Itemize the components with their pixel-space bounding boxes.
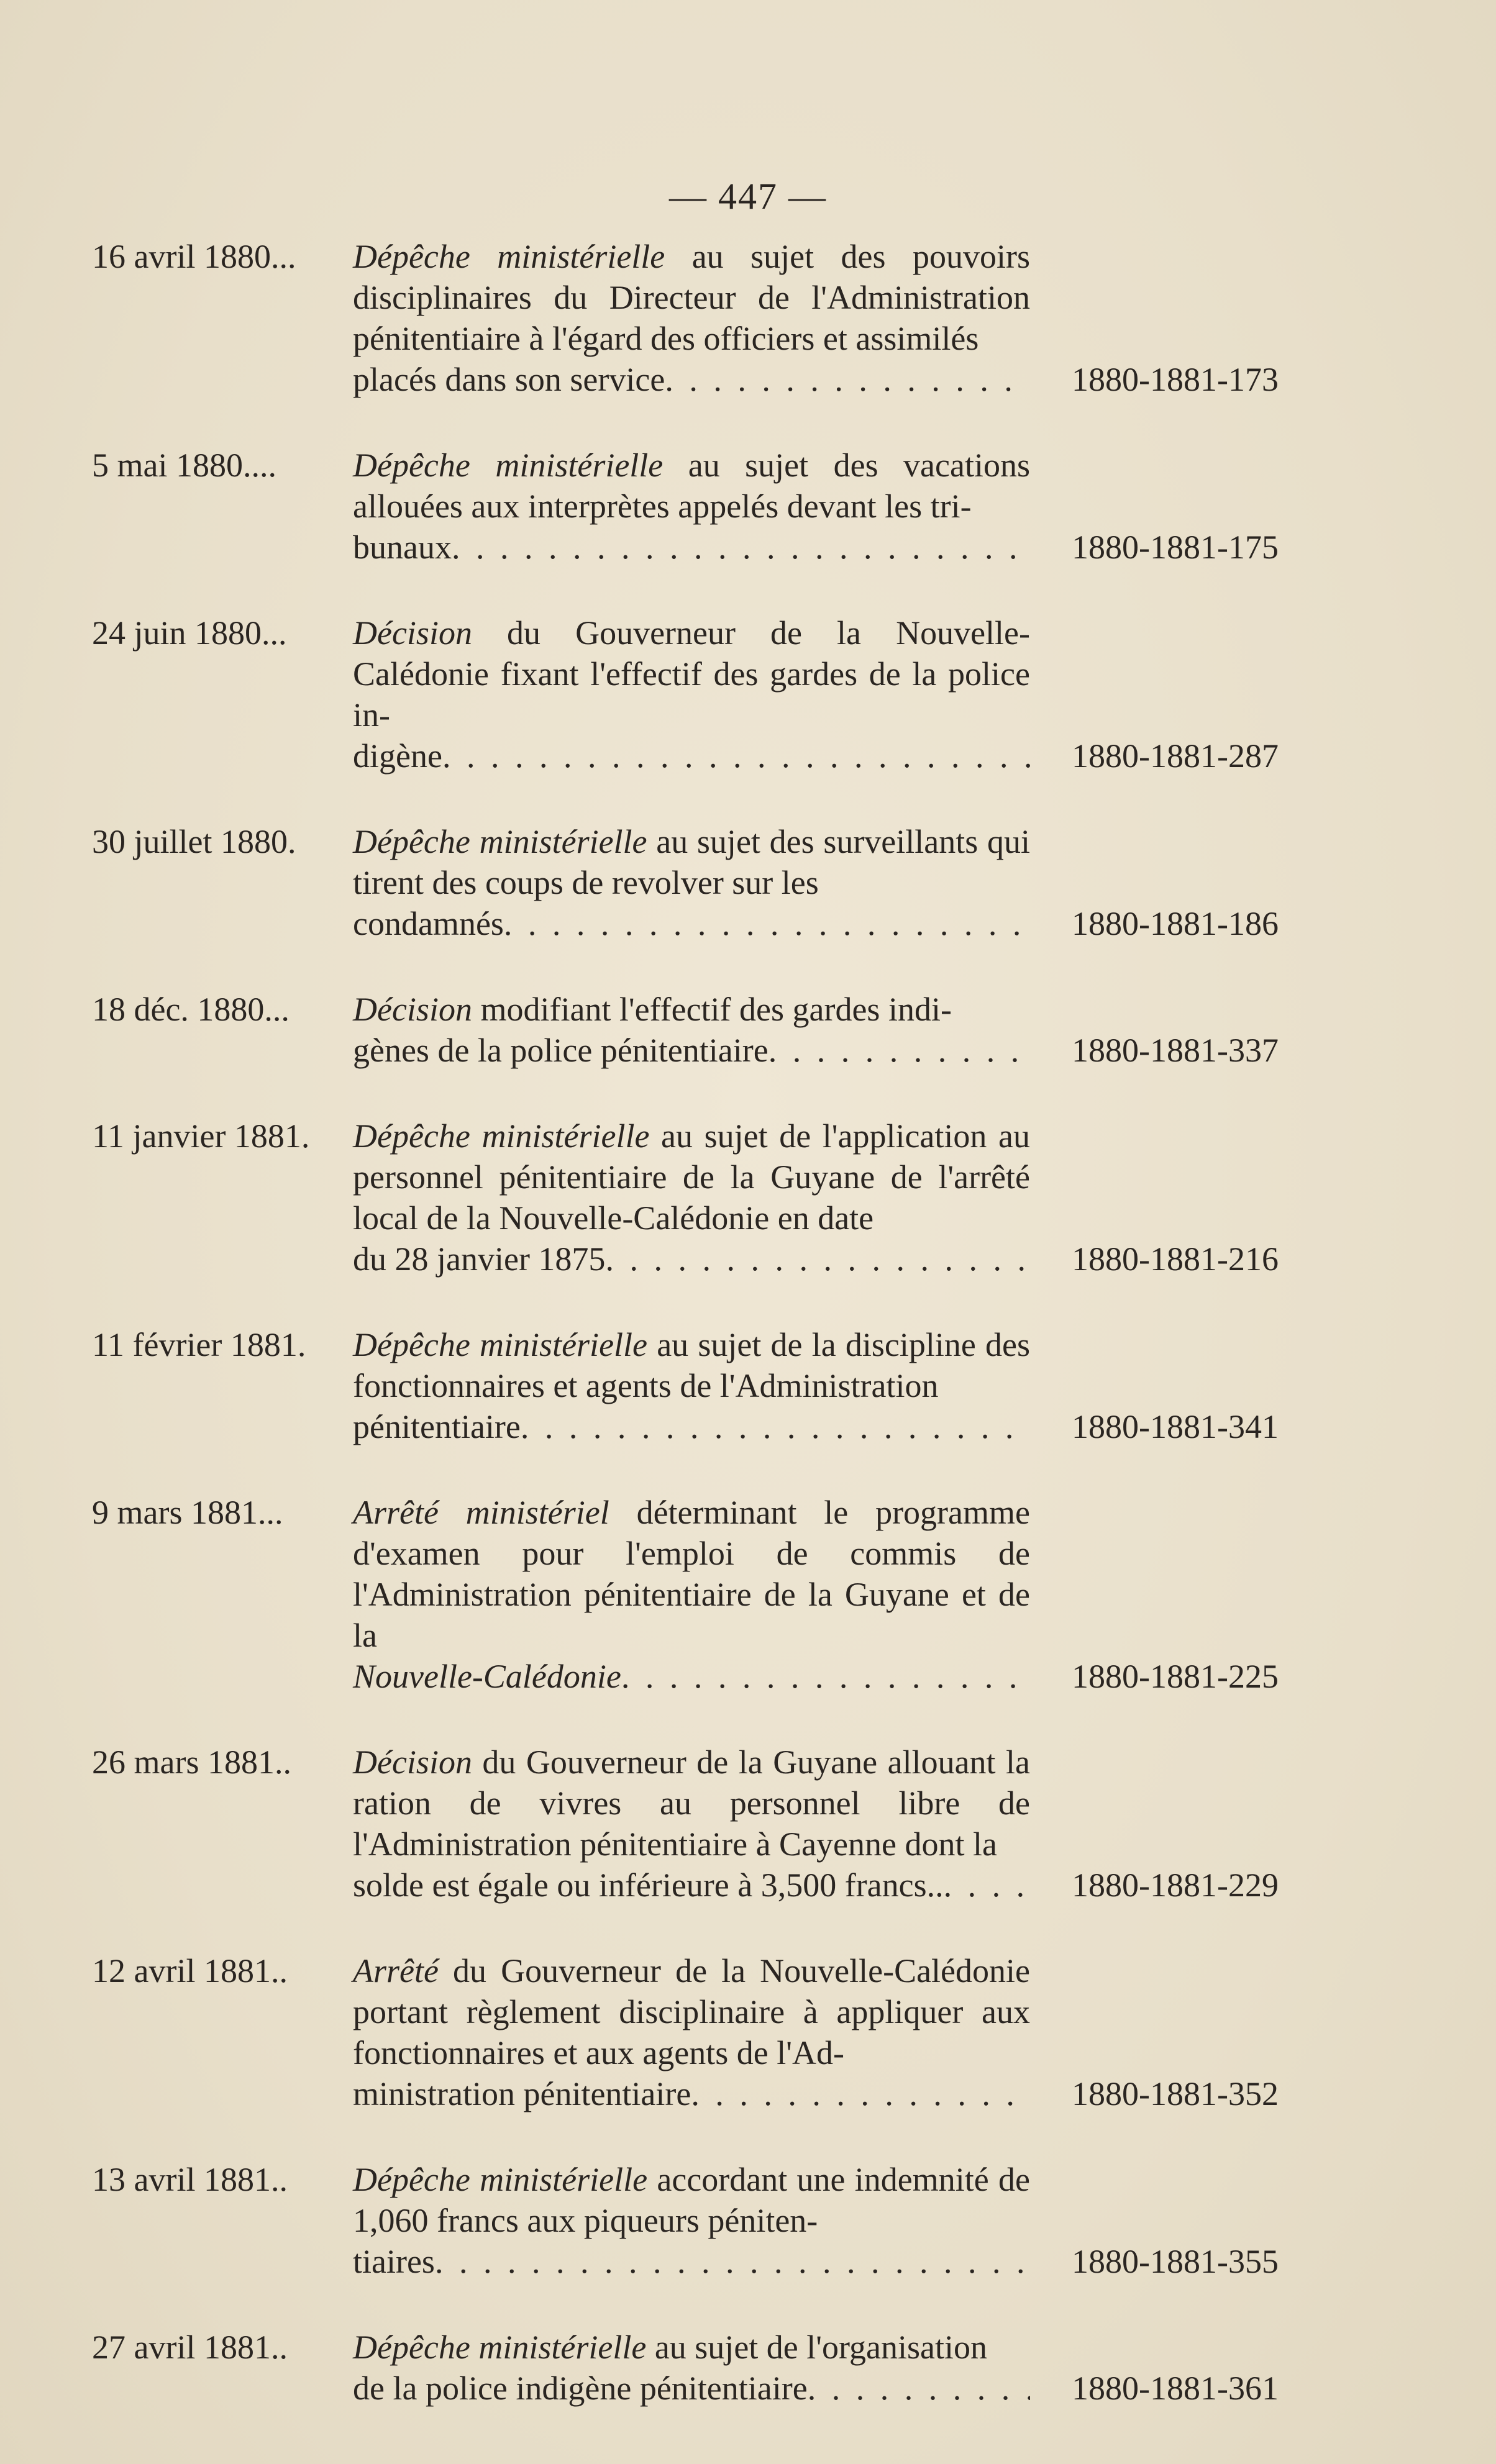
list-item [92, 612, 1291, 776]
leader-dots [621, 1656, 1030, 1697]
entry-reference: 1880-1881-216 [1072, 1240, 1279, 1278]
entry-last-line [353, 1030, 1030, 1071]
entry-last-text: gènes de la police pénitentiaire [353, 1032, 769, 1069]
entry-last-text: ministration pénitentiaire [353, 2075, 691, 2112]
entry-lead: Arrêté ministériel [353, 1494, 609, 1531]
entry-lead: Décision [353, 614, 472, 652]
entry-last-text: de la police indigène pénitentiaire [353, 2370, 808, 2407]
list-item [92, 2159, 1291, 2282]
entry-body: du Gouverneur de la Nouvelle-Calédonie portant règlement disciplinaire à appliquer aux fonctionnaires et aux agents de l'Ad- [353, 1952, 1030, 2071]
entry-lead: Décision [353, 1743, 472, 1781]
leader-dots [504, 903, 1030, 944]
entry-body: au sujet de l'application au personnel pénitentiaire de la Guyane de l'arrêté local de la Nouvelle-Calédonie en date [353, 1117, 1030, 1237]
page-number: — 447 — [669, 176, 827, 217]
leader-dots [521, 1406, 1030, 1447]
list-item [92, 821, 1291, 944]
entry-lead: Dépêche ministérielle [353, 2329, 647, 2366]
entry-description [353, 2159, 1030, 2282]
entry-date: 27 avril 1881.. [92, 2329, 288, 2366]
entry-last-text: pénitentiaire [353, 1408, 521, 1445]
entry-last-line [353, 735, 1030, 776]
entry-date: 5 mai 1880.... [92, 447, 276, 484]
leader-dots [944, 1865, 1030, 1906]
entry-reference: 1880-1881-186 [1072, 905, 1279, 942]
entry-last-line [353, 1656, 1030, 1697]
entry-body: au sujet des pouvoirs disciplinaires du Directeur de l'Administration pénitentiaire à l'égard des officiers et assimilés [353, 238, 1030, 357]
entry-last-text: du 28 janvier 1875 [353, 1240, 606, 1278]
entry-last-line [353, 2241, 1030, 2282]
entry-date: 11 janvier 1881. [92, 1117, 310, 1155]
list-item [92, 1950, 1291, 2114]
entry-last-line [353, 1865, 1030, 1906]
entry-last-text: bunaux [353, 529, 452, 566]
entry-body: accordant une indemnité de 1,060 francs aux piqueurs péniten- [353, 2161, 1030, 2239]
entry-list [92, 236, 1291, 2453]
leader-dots [442, 735, 1030, 776]
leader-dots [691, 2073, 1030, 2114]
entry-date: 16 avril 1880... [92, 238, 296, 275]
entry-date: 26 mars 1881.. [92, 1743, 291, 1781]
entry-body: modifiant l'effectif des gardes indi- [472, 991, 952, 1028]
entry-description [353, 2327, 1030, 2409]
entry-description [353, 445, 1030, 568]
entry-last-line [353, 2368, 1030, 2409]
list-item [92, 445, 1291, 568]
list-item [92, 1116, 1291, 1280]
entry-date: 24 juin 1880... [92, 614, 287, 652]
entry-lead: Décision [353, 991, 472, 1028]
entry-date: 12 avril 1881.. [92, 1952, 288, 1989]
entry-last-text: digène [353, 737, 442, 775]
list-item [92, 1492, 1291, 1697]
list-item [92, 2327, 1291, 2409]
entry-description [353, 1492, 1030, 1697]
entry-last-line [353, 903, 1030, 944]
entry-last-text: condamnés [353, 905, 504, 942]
entry-last-line [353, 359, 1030, 400]
entry-description [353, 1324, 1030, 1447]
entry-last-line [353, 1239, 1030, 1280]
entry-body: déterminant le programme d'examen pour l'emploi de commis de l'Administration pénitentiaire de la Guyane et de la [353, 1494, 1030, 1654]
entry-description [353, 989, 1030, 1071]
list-item [92, 1742, 1291, 1906]
entry-description [353, 612, 1030, 776]
leader-dots [605, 1239, 1030, 1280]
list-item [92, 236, 1291, 400]
entry-lead: Dépêche ministérielle [353, 1326, 648, 1363]
entry-reference: 1880-1881-229 [1072, 1866, 1279, 1904]
entry-lead: Dépêche ministérielle [353, 1117, 650, 1155]
entry-last-line [353, 2073, 1030, 2114]
entry-date: 30 juillet 1880. [92, 823, 296, 860]
entry-reference: 1880-1881-225 [1072, 1658, 1279, 1695]
entry-date: 9 mars 1881... [92, 1494, 283, 1531]
leader-dots [665, 359, 1030, 400]
entry-description [353, 236, 1030, 400]
entry-body: au sujet de l'organisation [646, 2329, 987, 2366]
entry-lead: Dépêche ministérielle [353, 447, 664, 484]
entry-last-line [353, 1406, 1030, 1447]
leader-dots [452, 527, 1030, 568]
entry-lead: Dépêche ministérielle [353, 823, 647, 860]
entry-body: du Gouverneur de la Nouvelle-Calédonie fixant l'effectif des gardes de la police in- [353, 614, 1030, 734]
entry-last-text: tiaires [353, 2243, 435, 2280]
entry-reference: 1880-1881-287 [1072, 737, 1279, 775]
entry-date: 11 février 1881. [92, 1326, 306, 1363]
entry-lead: Arrêté [353, 1952, 439, 1989]
entry-date: 13 avril 1881.. [92, 2161, 288, 2198]
entry-reference: 1880-1881-173 [1072, 361, 1279, 398]
entry-reference: 1880-1881-352 [1072, 2075, 1279, 2112]
entry-last-text: solde est égale ou inférieure à 3,500 francs.. [353, 1866, 944, 1904]
entry-reference: 1880-1881-337 [1072, 1032, 1279, 1069]
entry-date: 18 déc. 1880... [92, 991, 290, 1028]
entry-body: du Gouverneur de la Guyane allouant la ration de vivres au personnel libre de l'Administration pénitentiaire à Cayenne dont la [353, 1743, 1030, 1863]
entry-last-text: Nouvelle-Calédonie [353, 1658, 621, 1695]
entry-description [353, 1116, 1030, 1280]
leader-dots [769, 1030, 1030, 1071]
entry-body: au sujet des surveillants qui tirent des coups de revolver sur les [353, 823, 1030, 901]
entry-description [353, 1950, 1030, 2114]
leader-dots [808, 2368, 1030, 2409]
entry-last-line [353, 527, 1030, 568]
entry-reference: 1880-1881-175 [1072, 529, 1279, 566]
entry-description [353, 1742, 1030, 1906]
list-item [92, 989, 1291, 1071]
entry-reference: 1880-1881-361 [1072, 2370, 1279, 2407]
leader-dots [435, 2241, 1030, 2282]
list-item [92, 1324, 1291, 1447]
entry-body: au sujet des vacations allouées aux interprètes appelés devant les tri- [353, 447, 1030, 525]
entry-reference: 1880-1881-341 [1072, 1408, 1279, 1445]
entry-description [353, 821, 1030, 944]
entry-reference: 1880-1881-355 [1072, 2243, 1279, 2280]
entry-last-text: placés dans son service [353, 361, 665, 398]
entry-body: au sujet de la discipline des fonctionnaires et agents de l'Administration [353, 1326, 1030, 1404]
entry-lead: Dépêche ministérielle [353, 2161, 648, 2198]
entry-lead: Dépêche ministérielle [353, 238, 665, 275]
